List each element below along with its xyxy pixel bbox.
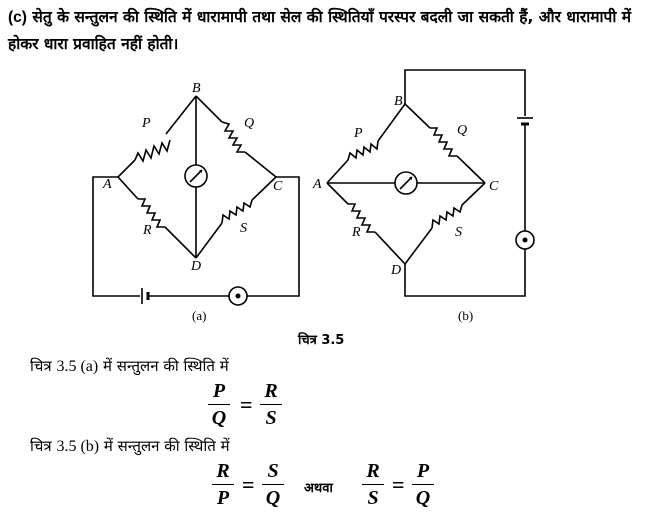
balance-b-pre: चित्र xyxy=(30,437,57,455)
resistor-p-b xyxy=(327,104,405,183)
label-r-b: R xyxy=(352,225,361,240)
resistor-r-a xyxy=(118,177,196,258)
resistor-q-a xyxy=(196,96,276,177)
resistor-s-b xyxy=(405,183,485,264)
resistor-q-b xyxy=(405,104,485,183)
fraction-p-over-q-b xyxy=(412,460,434,509)
balance-a-pre: चित्र xyxy=(30,357,57,375)
label-q-b: Q xyxy=(457,123,468,138)
num-r-b: R xyxy=(216,460,230,482)
resistor-r-b xyxy=(327,183,405,264)
outer-wire-right-a xyxy=(247,177,299,296)
sublabel-a: (a) xyxy=(192,308,207,323)
node-b-b: B xyxy=(394,94,403,109)
fraction-r-over-s-b xyxy=(362,460,384,509)
balance-b-ref: 3.5 (b) xyxy=(56,438,100,455)
or-word: अथवा xyxy=(304,481,333,496)
outer-wire-bottom-b xyxy=(405,249,525,296)
item-label: (c) xyxy=(8,9,27,26)
label-q-a: Q xyxy=(244,116,255,131)
outer-wire-left-a xyxy=(93,177,140,296)
fraction-p-over-q xyxy=(208,380,230,429)
node-d-a: D xyxy=(191,259,202,274)
equals-sign: = xyxy=(240,392,253,417)
num-r: R xyxy=(264,380,278,402)
label-p-a: P xyxy=(142,116,151,131)
figure-b xyxy=(312,70,534,323)
den-q-b2: Q xyxy=(415,487,431,509)
fraction-s-over-q xyxy=(262,460,284,509)
resistor-p-a xyxy=(118,96,196,177)
outer-wire-top-b xyxy=(405,70,525,116)
sublabel-b: (b) xyxy=(458,308,474,323)
den-p-b: P xyxy=(216,487,230,509)
balance-b-post: में सन्तुलन की स्थिति में xyxy=(99,437,230,455)
node-b-a: B xyxy=(192,81,201,96)
node-a-a: A xyxy=(103,177,112,192)
num-r-b2: R xyxy=(366,460,380,482)
label-s-a: S xyxy=(240,221,247,236)
fraction-r-over-s xyxy=(260,380,282,429)
intro-text: सेतु के सन्तुलन की स्थिति में धारामापी तथा सेल की स्थितियाँ परस्पर बदली जा सकती हैं, और धारामापी में होकर धारा प्रवाहित नहीं होती। xyxy=(8,8,631,53)
label-p-b: P xyxy=(354,126,363,141)
balance-a-statement xyxy=(30,356,229,376)
equals-sign-b1: = xyxy=(242,472,255,497)
node-d-b: D xyxy=(391,263,402,278)
balance-a-post: में सन्तुलन की स्थिति में xyxy=(98,357,229,375)
den-q-b: Q xyxy=(265,487,281,509)
den-s: S xyxy=(265,407,277,429)
den-q: Q xyxy=(211,407,227,429)
label-s-b: S xyxy=(455,225,462,240)
den-s-b2: S xyxy=(367,487,379,509)
balance-b-statement xyxy=(30,436,230,456)
num-s-b: S xyxy=(267,460,279,482)
figure-caption: चित्र 3.5 xyxy=(298,333,345,348)
node-c-b: C xyxy=(489,179,499,194)
equals-sign-b2: = xyxy=(392,472,405,497)
num-p: P xyxy=(212,380,226,402)
label-r-a: R xyxy=(143,223,152,238)
figure-a xyxy=(93,81,299,323)
fraction-r-over-p xyxy=(212,460,234,509)
node-a-b: A xyxy=(313,177,322,192)
num-p-b2: P xyxy=(416,460,430,482)
resistor-s-a xyxy=(196,177,276,258)
node-c-a: C xyxy=(273,179,283,194)
balance-a-ref: 3.5 (a) xyxy=(56,358,99,375)
